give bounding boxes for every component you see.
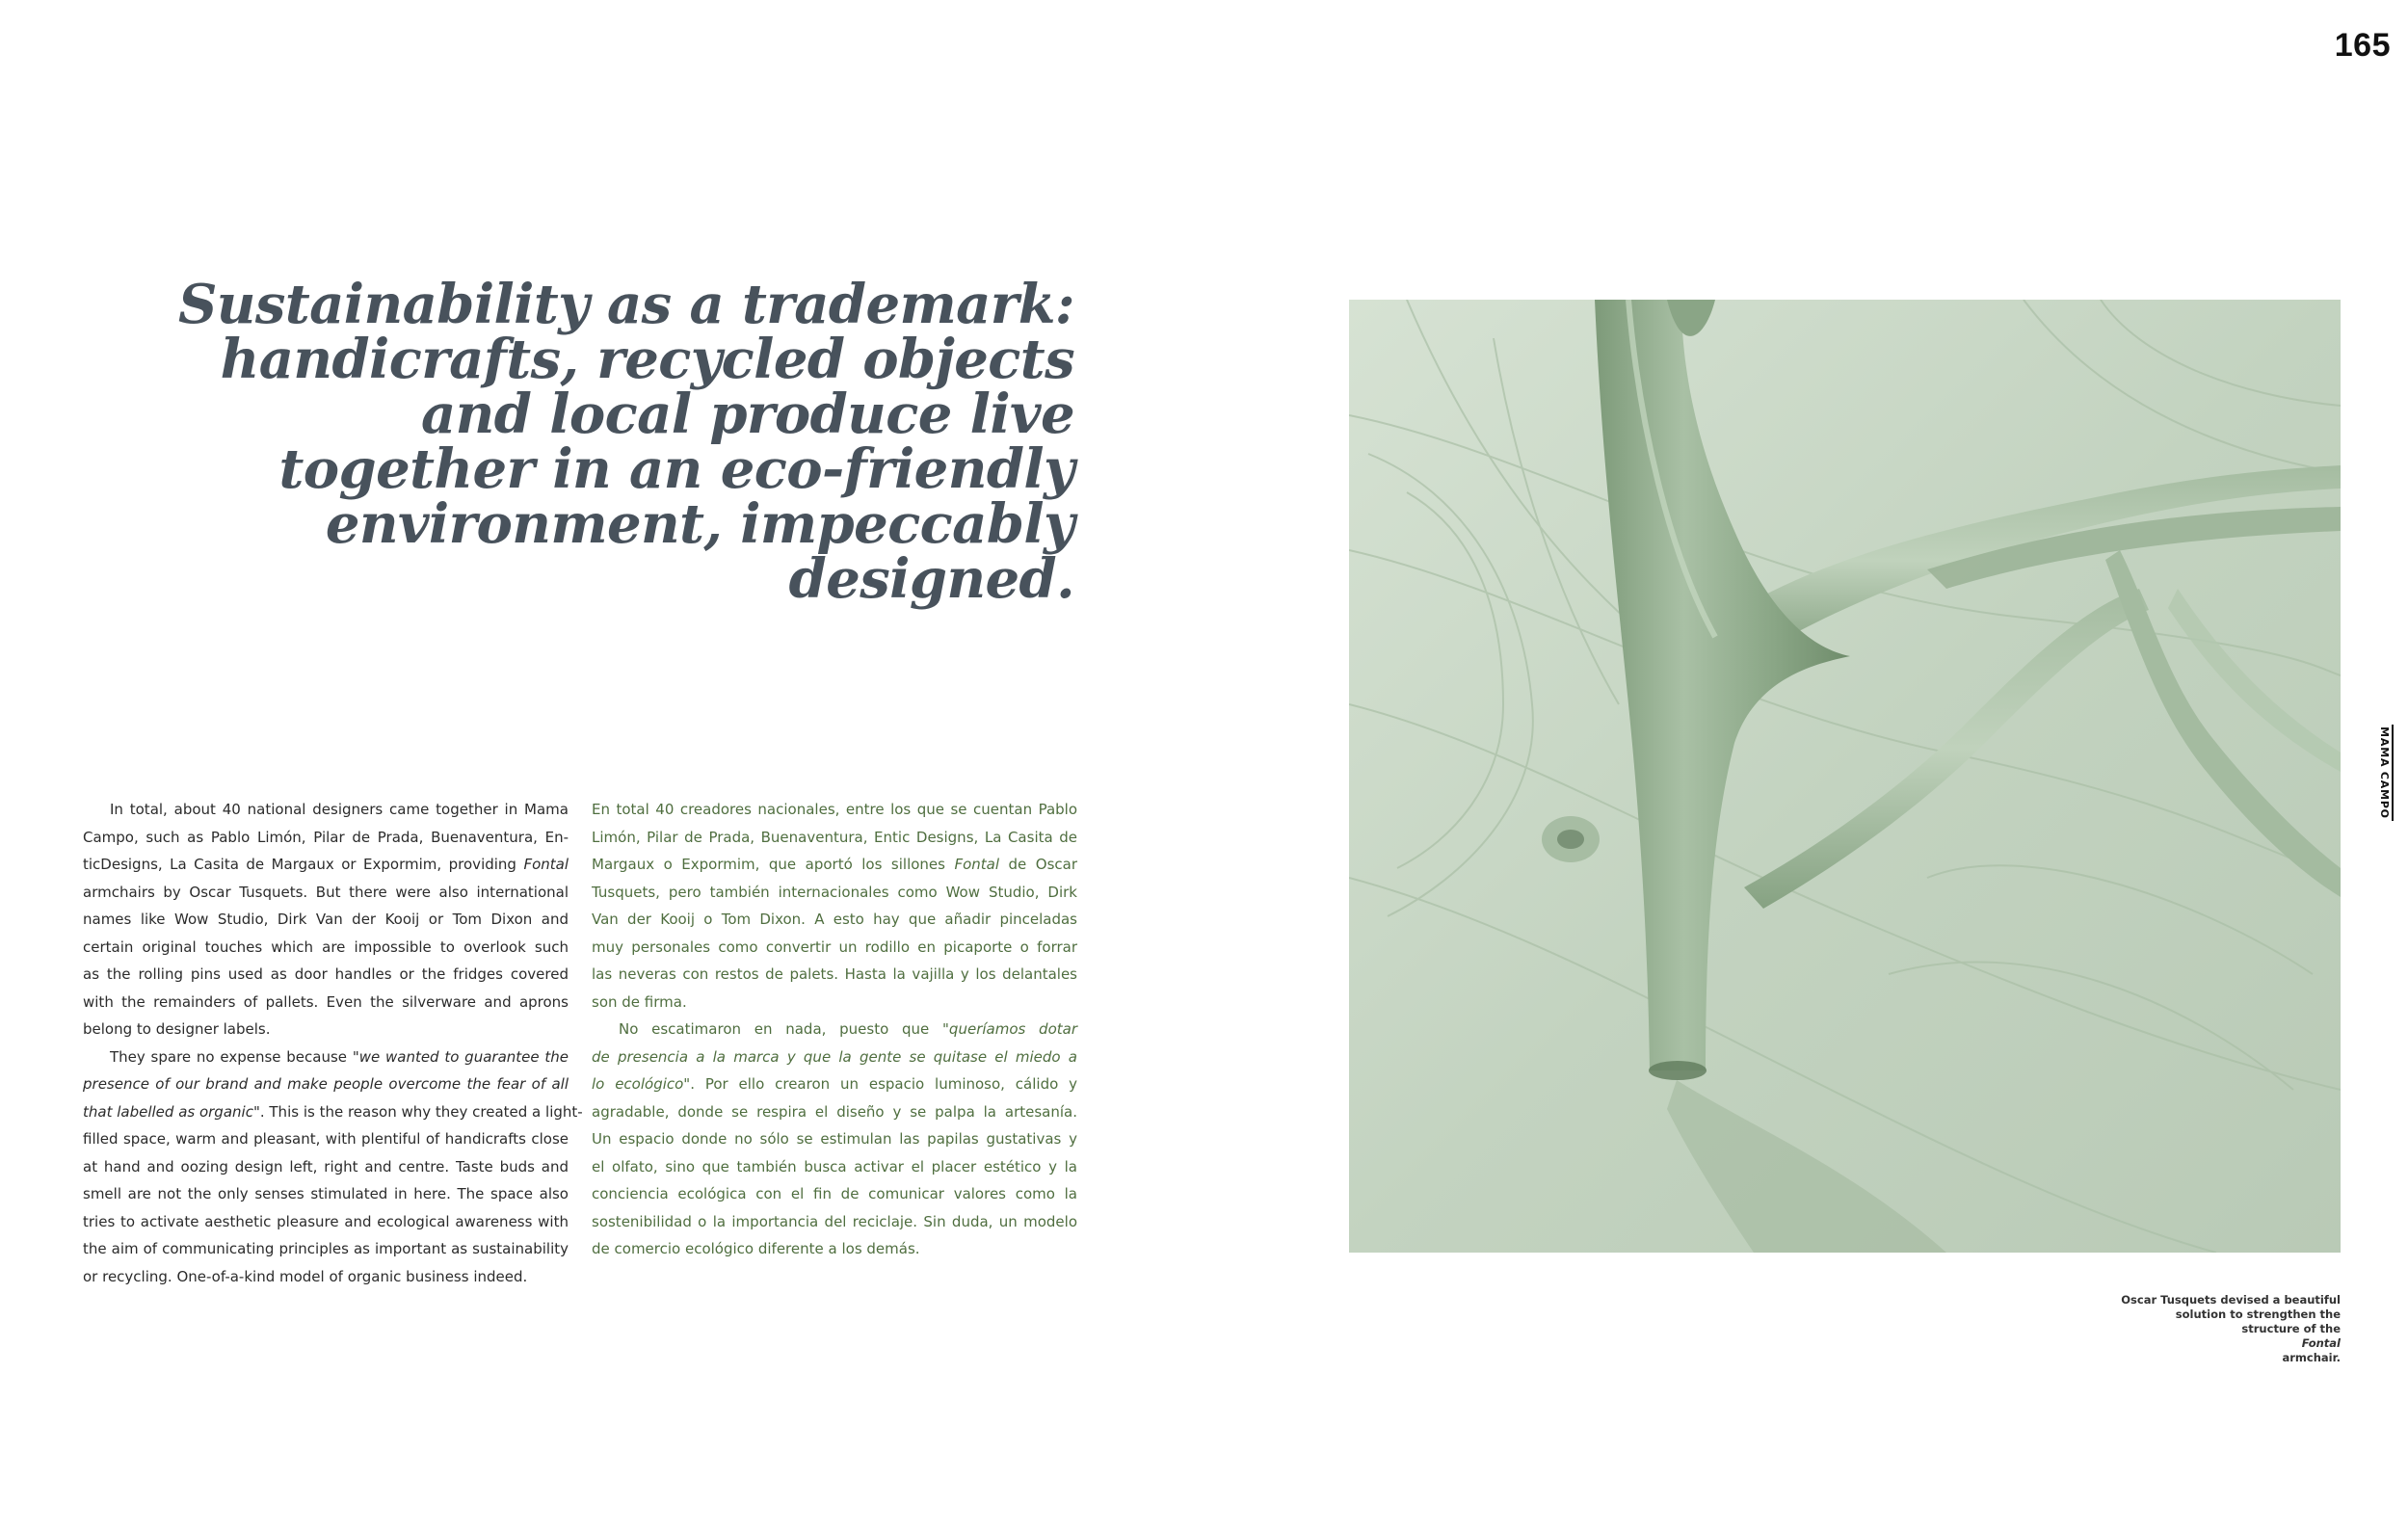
photo-caption [2051,1293,2341,1365]
text-line: agradable, donde se respira el diseño y se palpa la artesanía. [592,1102,1077,1121]
text-line: armchairs by Oscar Tusquets. But there were also international [83,883,569,901]
headline-line: environment, impeccably [325,492,1074,556]
section-tag-bar [2392,725,2394,821]
caption-line: Oscar Tusquets devised a beautiful [2121,1293,2341,1307]
text-line: sostenibilidad o la importancia del reciclaje. Sin duda, un modelo [592,1212,1077,1230]
text-line: conciencia ecológica con el fin de comunicar valores como la [592,1185,1077,1202]
text-line: de comercio ecológico diferente a los demás. [592,1240,920,1257]
text-line: Un espacio donde no sólo se estimulan las papilas gustativas y [592,1130,1077,1148]
text-line: as the rolling pins used as door handles or the fridges covered [83,965,569,983]
text-line: son de firma. [592,992,687,1011]
body-text-english [83,796,583,1290]
headline-line: Sustainability as a trademark: [177,273,1074,336]
page-number: 165 [2334,27,2391,64]
text-line: Tusquets, pero también internacionales como Wow Studio, Dirk [592,883,1077,901]
headline-line: together in an eco-friendly [278,437,1074,501]
text-line: el olfato, sino que también busca activar el placer estético y la [592,1157,1077,1175]
caption-line: structure of the Fontal armchair. [2241,1322,2341,1364]
section-tab [2378,725,2390,821]
headline-line: and local produce live [420,383,1074,446]
text-line: tries to activate aesthetic pleasure and ecological awareness with [83,1212,569,1230]
text-line: smell are not the only senses stimulated in here. The space also [83,1185,569,1202]
text-line: with the remainders of pallets. Even the silverware and aprons [83,992,569,1011]
text-line: They spare no expense because "we wanted to guarantee the [110,1047,569,1066]
text-line: names like Wow Studio, Dirk Van der Kooij or Tom Dixon and [83,911,569,928]
text-line: that labelled as organic". This is the reason why they created a light- [83,1102,583,1121]
chair-leg-illustration [1349,300,2341,1253]
chair-photo [1349,300,2341,1253]
headline-line: handicrafts, recycled objects [220,328,1074,391]
section-tag-label: MAMA CAMPO [2378,726,2391,819]
text-line: ticDesigns, La Casita de Margaux or Expormim, providing Fontal [83,856,569,873]
caption-line: solution to strengthen the [2175,1307,2341,1321]
text-line: belong to designer labels. [83,1020,271,1038]
body-text-spanish [592,796,1077,1263]
text-line: Margaux o Expormim, que aportó los sillones Fontal de Oscar [592,856,1077,873]
text-line: at hand and oozing design left, right and centre. Taste buds and [83,1157,569,1175]
text-line: las neveras con restos de palets. Hasta la vajilla y los delantales [592,965,1077,983]
text-line: In total, about 40 national designers came together in Mama [110,801,569,818]
text-line: No escatimaron en nada, puesto que "queríamos dotar [619,1020,1078,1038]
text-line: Campo, such as Pablo Limón, Pilar de Prada, Buenaventura, En- [83,828,569,846]
text-line: En total 40 creadores nacionales, entre los que se cuentan Pablo [592,801,1077,818]
headline [145,273,1074,611]
text-line: de presencia a la marca y que la gente se quitase el miedo a [592,1047,1077,1066]
text-line: presence of our brand and make people overcome the fear of all [83,1075,569,1093]
text-line: Limón, Pilar de Prada, Buenaventura, Entic Designs, La Casita de [592,828,1077,846]
text-line: filled space, warm and pleasant, with plentiful of handicrafts close [83,1130,569,1148]
text-line: Van der Kooij o Tom Dixon. A esto hay que añadir pinceladas [592,911,1077,928]
text-line: the aim of communicating principles as important as sustainability [83,1240,569,1257]
text-line: lo ecológico". Por ello crearon un espacio luminoso, cálido y [592,1075,1077,1093]
headline-line: designed. [788,547,1074,611]
text-line: or recycling. One-of-a-kind model of organic business indeed. [83,1267,528,1285]
text-line: muy personales como convertir un rodillo en picaporte o forrar [592,938,1077,956]
text-line: certain original touches which are impossible to overlook such [83,938,569,956]
